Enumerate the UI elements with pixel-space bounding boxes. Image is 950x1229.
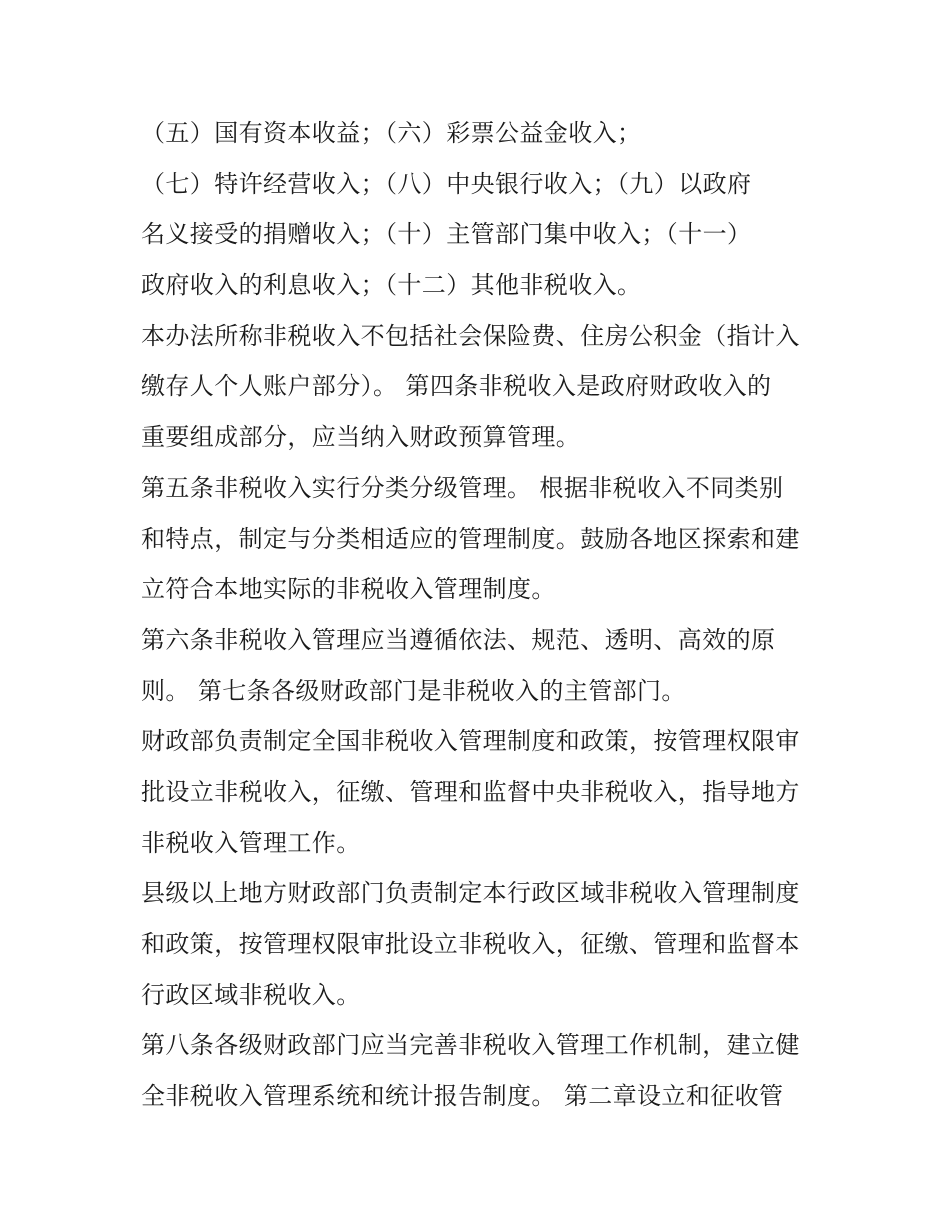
text-line: 名义接受的捐赠收入；（十）主管部门集中收入；（十一） xyxy=(141,220,752,249)
text-line: 则。 第七条各级财政部门是非税收入的主管部门。 xyxy=(141,676,686,705)
text-line: （七）特许经营收入；（八）中央银行收入；（九）以政府 xyxy=(141,169,752,198)
text-line: 缴存人个人账户部分）。 第四条非税收入是政府财政收入的 xyxy=(141,372,772,401)
text-line: 立符合本地实际的非税收入管理制度。 xyxy=(141,575,556,604)
text-line: 政府收入的利息收入；（十二）其他非税收入。 xyxy=(141,271,642,300)
text-line: 重要组成部分，应当纳入财政预算管理。 xyxy=(141,423,581,452)
text-line: 和特点，制定与分类相适应的管理制度。鼓励各地区探索和建 xyxy=(141,524,800,553)
text-line: 财政部负责制定全国非税收入管理制度和政策，按管理权限审 xyxy=(141,727,800,756)
text-line: 县级以上地方财政部门负责制定本行政区域非税收入管理制度 xyxy=(141,879,800,908)
text-line: 第八条各级财政部门应当完善非税收入管理工作机制，建立健 xyxy=(141,1031,800,1060)
text-line: 第五条非税收入实行分类分级管理。 根据非税收入不同类别 xyxy=(141,473,784,502)
text-line: 全非税收入管理系统和统计报告制度。 第二章设立和征收管 xyxy=(141,1082,784,1111)
text-line: 批设立非税收入，征缴、管理和监督中央非税收入，指导地方 xyxy=(141,777,800,806)
text-line: 行政区域非税收入。 xyxy=(141,980,361,1009)
text-line: （五）国有资本收益；（六）彩票公益金收入； xyxy=(141,119,642,147)
text-line: 第六条非税收入管理应当遵循依法、规范、透明、高效的原 xyxy=(141,625,776,654)
text-line: 本办法所称非税收入不包括社会保险费、住房公积金（指计入 xyxy=(141,321,800,350)
text-line: 和政策，按管理权限审批设立非税收入，征缴、管理和监督本 xyxy=(141,930,800,958)
document-body xyxy=(141,108,821,1122)
text-line: 非税收入管理工作。 xyxy=(141,828,361,857)
